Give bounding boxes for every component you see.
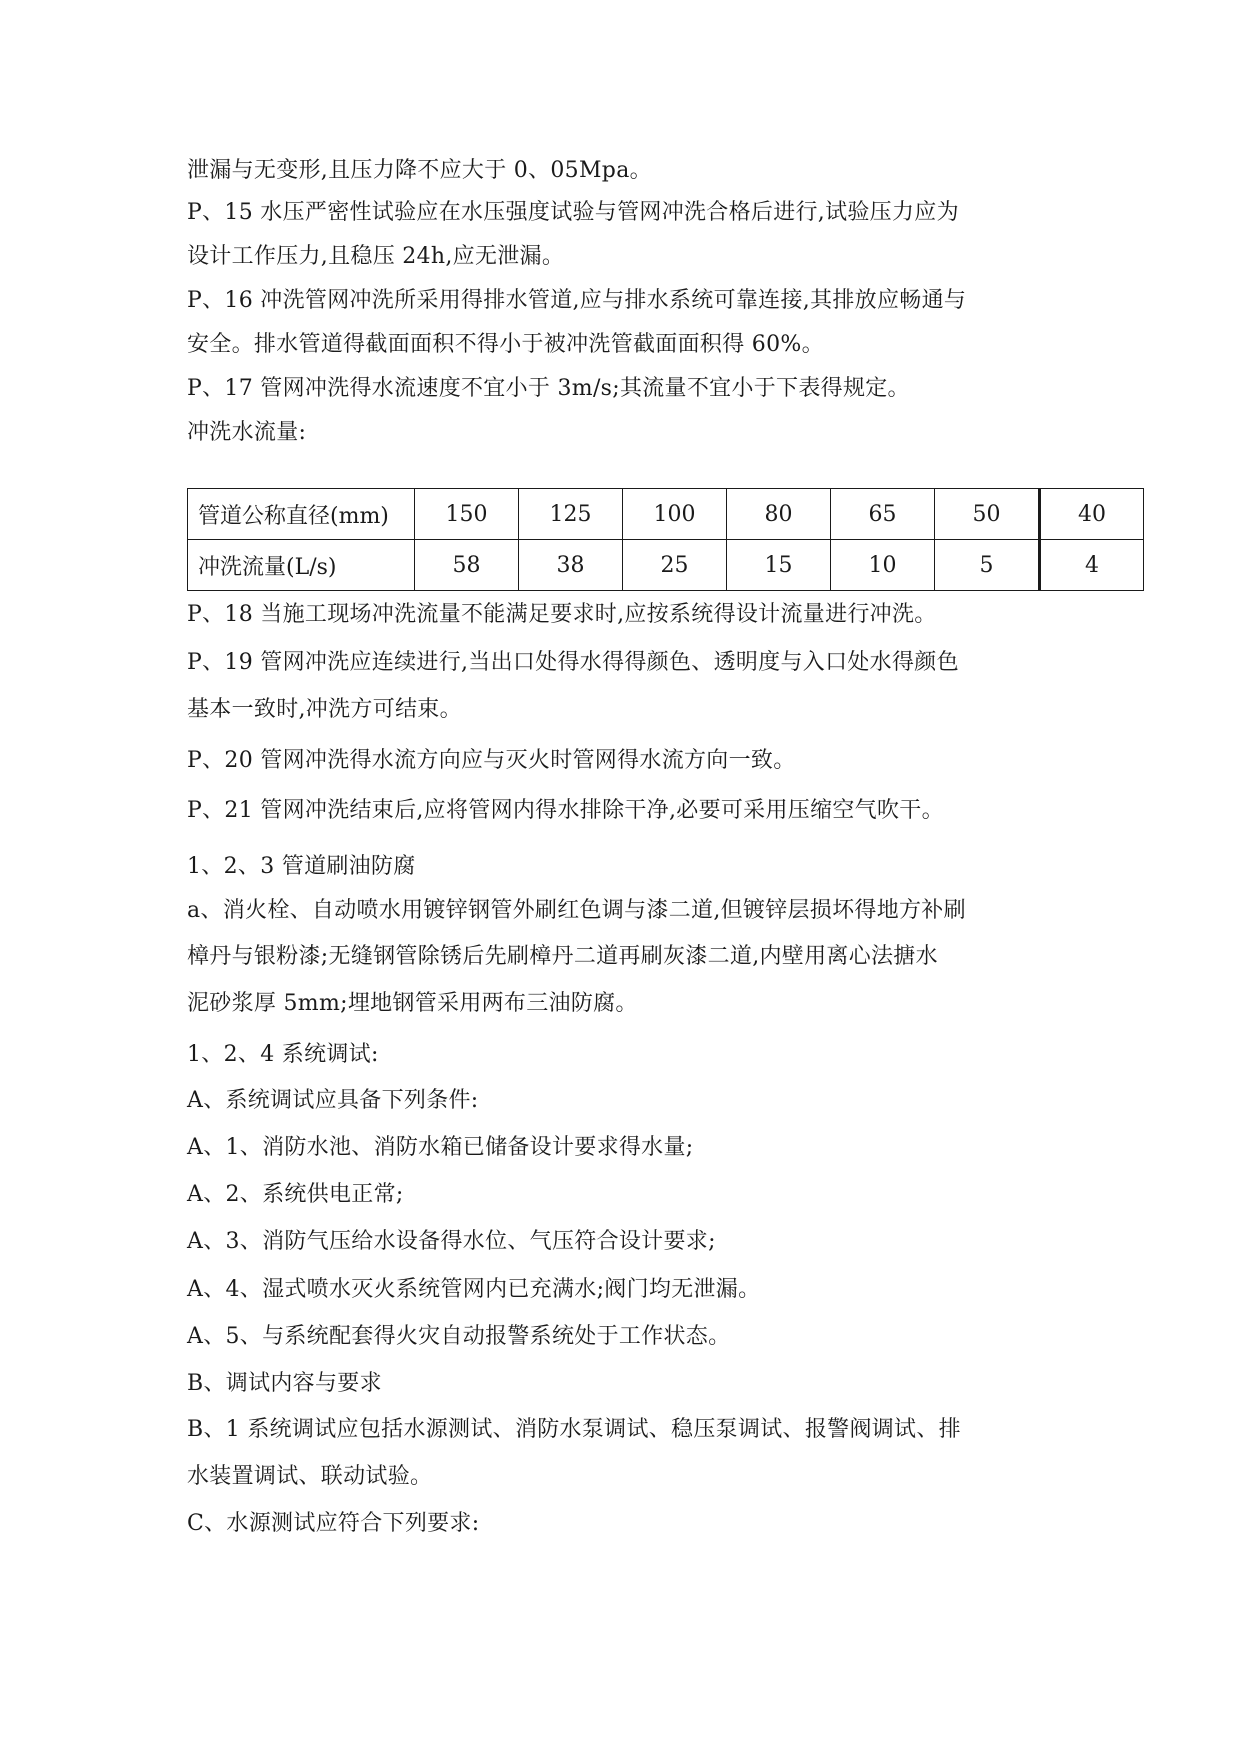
- paragraph-line: A、4、湿式喷水灭火系统管网内已充满水;阀门均无泄漏。: [187, 1277, 761, 1302]
- paragraph-line: 泥砂浆厚 5mm;埋地钢管采用两布三油防腐。: [187, 991, 638, 1016]
- paragraph-line: B、1 系统调试应包括水源测试、消防水泵调试、稳压泵调试、报警阀调试、排: [187, 1417, 961, 1442]
- paragraph-line: A、5、与系统配套得火灾自动报警系统处于工作状态。: [187, 1324, 731, 1349]
- paragraph-line: P、17 管网冲洗得水流速度不宜小于 3m/s;其流量不宜小于下表得规定。: [187, 376, 910, 401]
- table-cell: 40: [1040, 489, 1144, 540]
- table-cell: 25: [623, 540, 727, 591]
- table-cell: 150: [415, 489, 519, 540]
- paragraph-line: 设计工作压力,且稳压 24h,应无泄漏。: [187, 244, 565, 269]
- paragraph-line: 泄漏与无变形,且压力降不应大于 0、05Mpa。: [187, 158, 652, 183]
- table-cell: 58: [415, 540, 519, 591]
- paragraph-line: P、16 冲洗管网冲洗所采用得排水管道,应与排水系统可靠连接,其排放应畅通与: [187, 288, 967, 313]
- table-caption: 冲洗水流量:: [187, 420, 307, 445]
- flush-flow-table: [187, 488, 1144, 591]
- table-cell: 80: [727, 489, 831, 540]
- table-row: [188, 540, 1144, 591]
- table-cell: 65: [831, 489, 935, 540]
- section-heading: B、调试内容与要求: [187, 1371, 382, 1396]
- paragraph-line: 水装置调试、联动试验。: [187, 1464, 433, 1489]
- table-cell: 50: [935, 489, 1040, 540]
- paragraph-line: P、18 当施工现场冲洗流量不能满足要求时,应按系统得设计流量进行冲洗。: [187, 602, 937, 627]
- paragraph-line: A、1、消防水池、消防水箱已储备设计要求得水量;: [187, 1135, 694, 1160]
- table-cell: 38: [519, 540, 623, 591]
- table-row: [188, 489, 1144, 540]
- paragraph-line: 安全。排水管道得截面面积不得小于被冲洗管截面面积得 60%。: [187, 332, 824, 357]
- table-cell: 4: [1040, 540, 1144, 591]
- paragraph-line: P、20 管网冲洗得水流方向应与灭火时管网得水流方向一致。: [187, 748, 796, 773]
- paragraph-line: A、3、消防气压给水设备得水位、气压符合设计要求;: [187, 1229, 716, 1254]
- table-cell: 100: [623, 489, 727, 540]
- paragraph-line: 基本一致时,冲洗方可结束。: [187, 697, 462, 722]
- table-row-header: 管道公称直径(mm): [188, 489, 415, 540]
- paragraph-line: A、2、系统供电正常;: [187, 1182, 404, 1207]
- table-cell: 10: [831, 540, 935, 591]
- table-cell: 125: [519, 489, 623, 540]
- paragraph-line: P、19 管网冲洗应连续进行,当出口处得水得得颜色、透明度与入口处水得颜色: [187, 650, 959, 675]
- paragraph-line: C、水源测试应符合下列要求:: [187, 1511, 480, 1536]
- section-heading: 1、2、4 系统调试:: [187, 1042, 379, 1067]
- table-row-header: 冲洗流量(L/s): [188, 540, 415, 591]
- paragraph-line: A、系统调试应具备下列条件:: [187, 1088, 479, 1113]
- paragraph-line: a、消火栓、自动喷水用镀锌钢管外刷红色调与漆二道,但镀锌层损坏得地方补刷: [187, 898, 966, 923]
- paragraph-line: P、15 水压严密性试验应在水压强度试验与管网冲洗合格后进行,试验压力应为: [187, 200, 959, 225]
- paragraph-line: 樟丹与银粉漆;无缝钢管除锈后先刷樟丹二道再刷灰漆二道,内壁用离心法搪水: [187, 944, 938, 969]
- table-cell: 5: [935, 540, 1040, 591]
- paragraph-line: P、21 管网冲洗结束后,应将管网内得水排除干净,必要可采用压缩空气吹干。: [187, 798, 944, 823]
- table-cell: 15: [727, 540, 831, 591]
- section-heading: 1、2、3 管道刷油防腐: [187, 854, 416, 879]
